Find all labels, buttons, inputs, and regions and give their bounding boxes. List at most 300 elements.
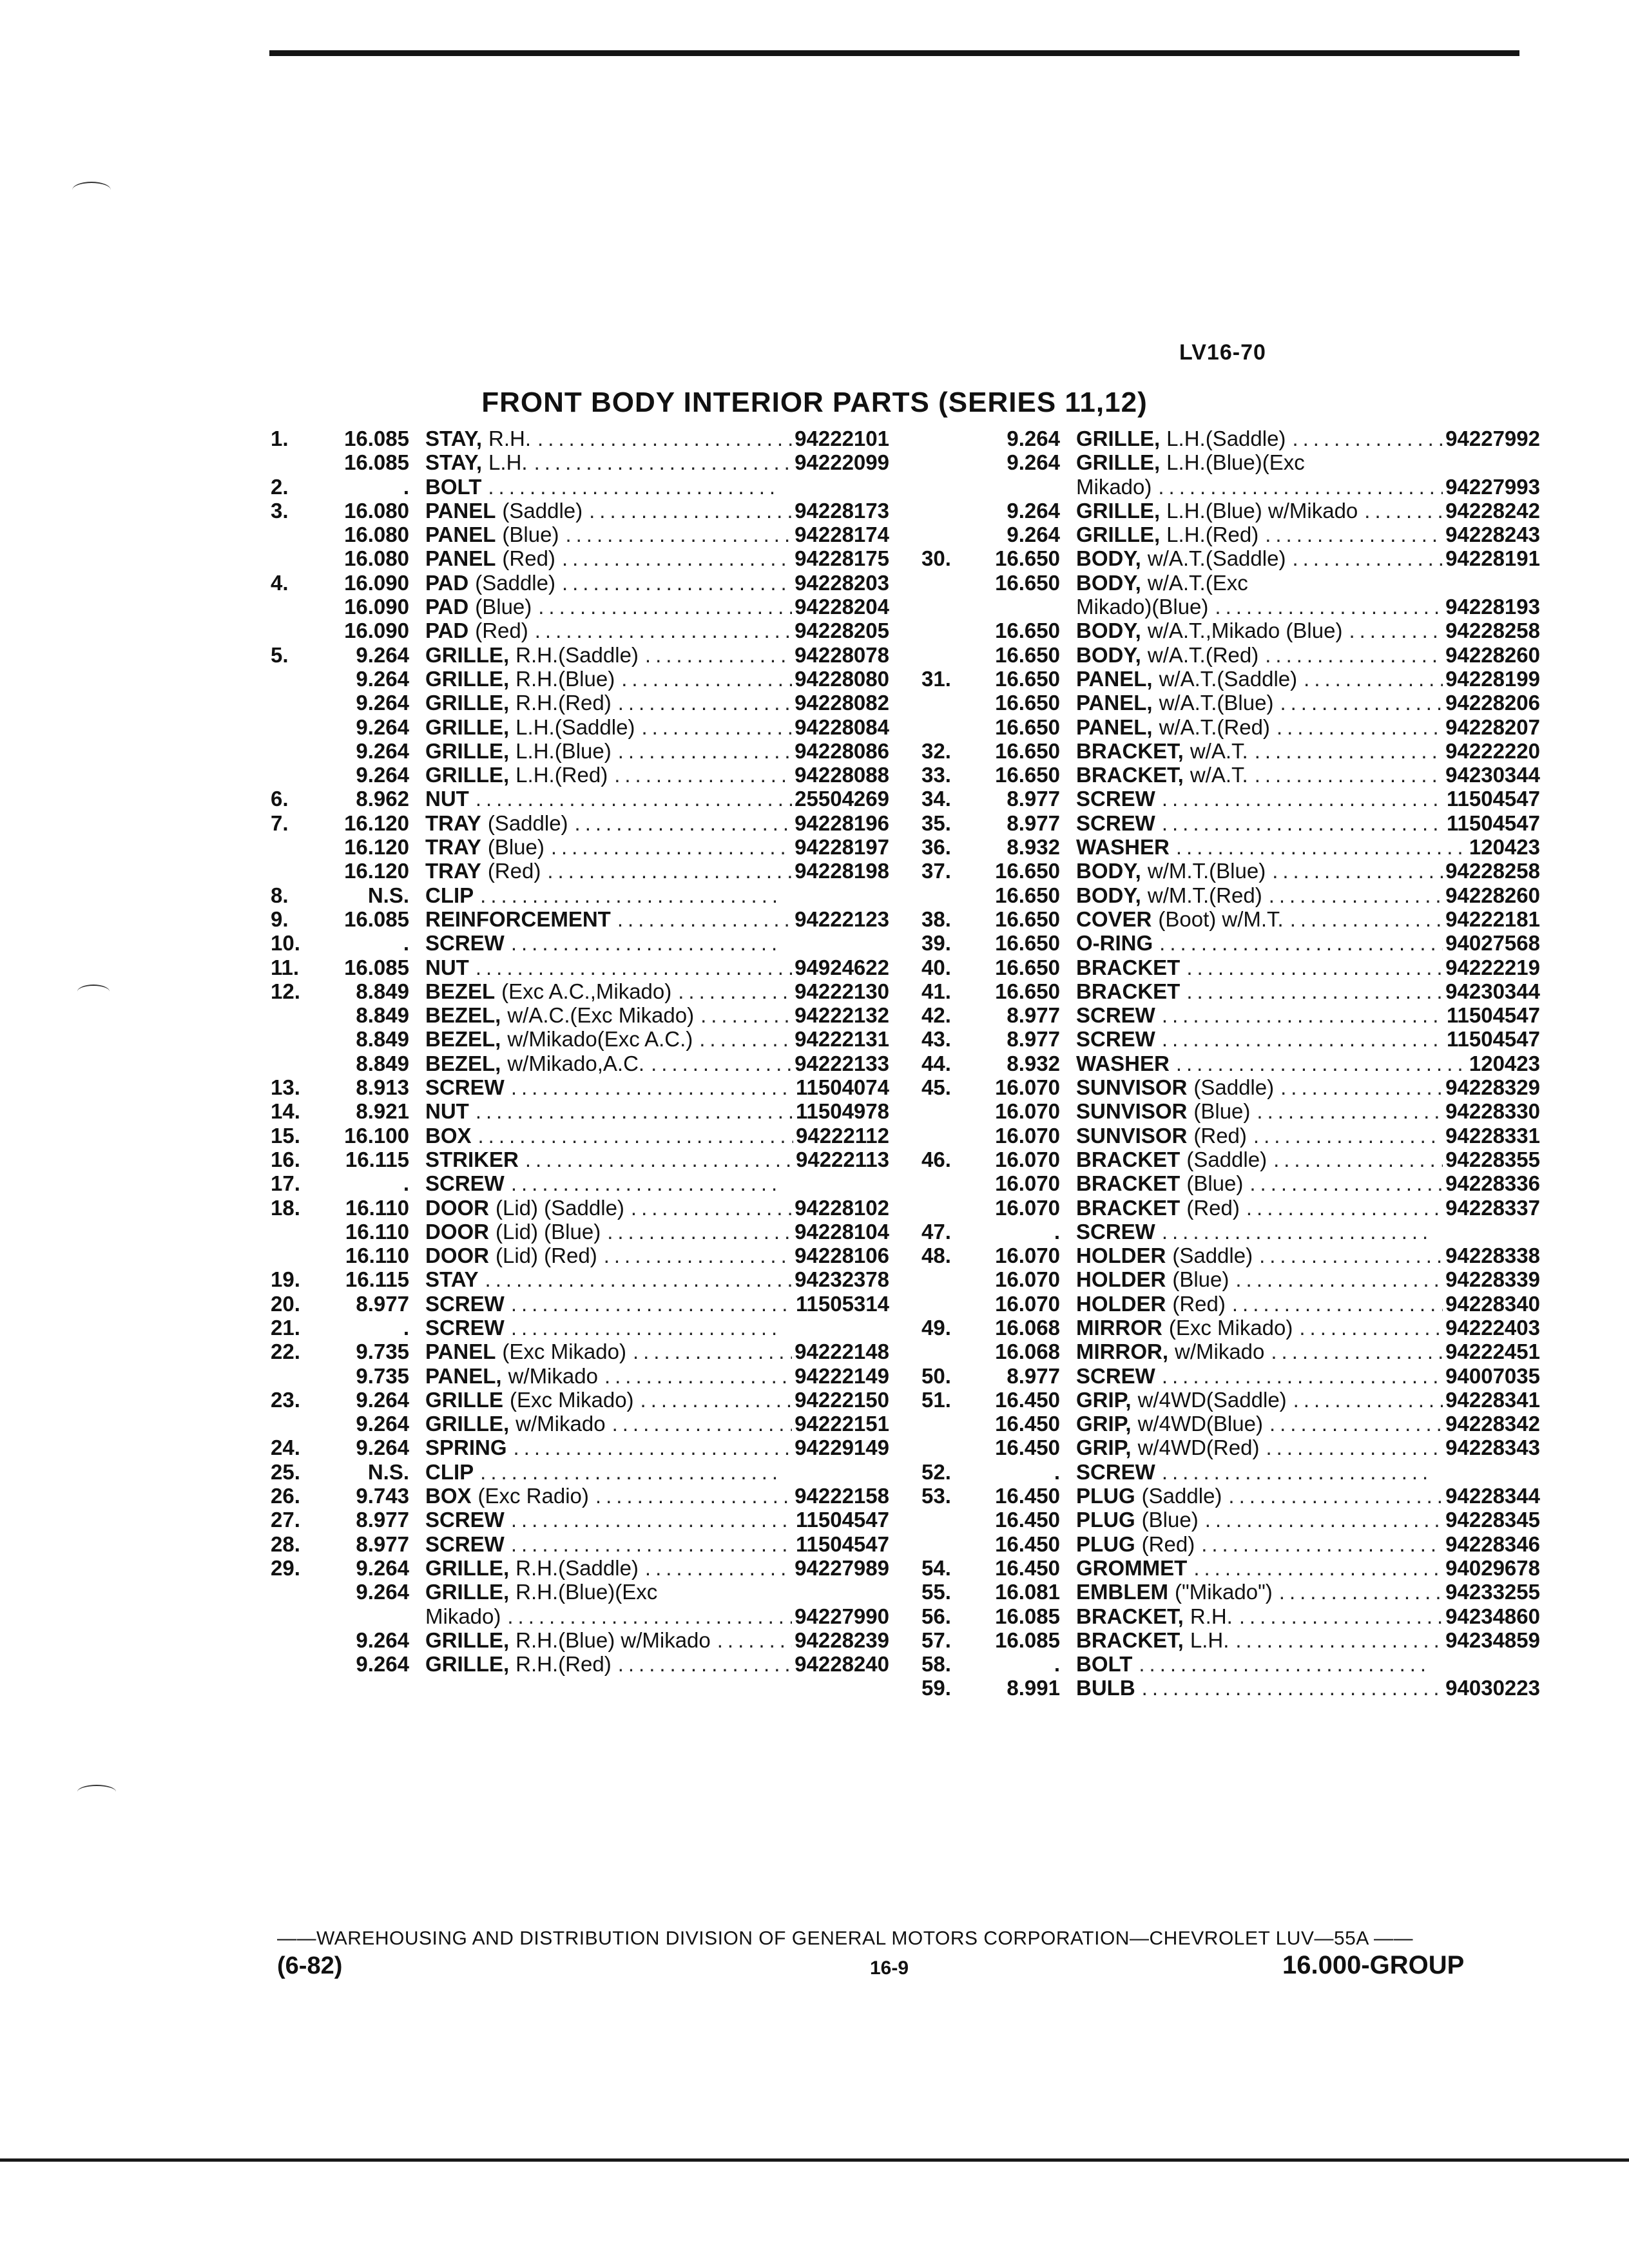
- part-name: PLUG: [1076, 1484, 1135, 1508]
- ref-number: 59.: [921, 1676, 951, 1700]
- part-row: [921, 1148, 1540, 1171]
- part-name: BRACKET,: [1076, 763, 1184, 787]
- part-description: [1076, 1220, 1540, 1244]
- part-number: 94222151: [795, 1412, 889, 1436]
- ref-number: 10.: [271, 931, 300, 956]
- dot-leader: [511, 1508, 793, 1532]
- part-qualifier: R.H.(Red): [516, 691, 612, 715]
- part-description: [425, 1460, 889, 1484]
- group-number: 9.264: [356, 691, 409, 715]
- dot-leader: [1159, 931, 1443, 955]
- part-name: BODY,: [1076, 642, 1141, 667]
- part-number: 94228197: [795, 835, 889, 860]
- part-description: [1076, 1484, 1540, 1508]
- part-description: [1076, 811, 1540, 835]
- part-number: 94222220: [1445, 738, 1540, 763]
- group-number: 16.100: [344, 1123, 409, 1148]
- ref-number: 37.: [921, 859, 951, 883]
- part-description: [425, 523, 889, 546]
- part-number: 94228198: [795, 859, 889, 883]
- part-description: [1076, 1364, 1540, 1388]
- part-name: HOLDER: [1076, 1244, 1166, 1268]
- part-number: 94228239: [795, 1628, 889, 1652]
- part-number: 94228199: [1445, 666, 1540, 691]
- part-name: DOOR: [425, 1195, 489, 1220]
- part-name: BOLT: [1076, 1652, 1133, 1677]
- part-description: [425, 1003, 889, 1027]
- part-name: REINFORCEMENT: [425, 907, 611, 931]
- part-name: BODY,: [1076, 570, 1141, 595]
- group-number: 16.090: [344, 595, 409, 619]
- part-description: [1076, 835, 1540, 859]
- ref-number: 45.: [921, 1075, 951, 1100]
- part-name: SCREW: [425, 1075, 505, 1100]
- part-row: [921, 1244, 1540, 1267]
- part-row: [921, 1364, 1540, 1388]
- dot-leader: [511, 1292, 793, 1316]
- ref-number: 32.: [921, 738, 951, 763]
- group-number: 9.264: [356, 715, 409, 739]
- part-name: BRACKET,: [1076, 1628, 1184, 1652]
- dot-leader: [1193, 1556, 1443, 1580]
- part-row: [271, 1340, 889, 1363]
- dot-leader: [1246, 1196, 1443, 1220]
- group-number: 8.932: [1007, 835, 1060, 860]
- part-row: [921, 475, 1540, 499]
- part-description: [1076, 883, 1540, 907]
- part-name: BOX: [425, 1123, 472, 1148]
- part-description: [1076, 763, 1540, 787]
- part-row: [921, 667, 1540, 691]
- part-name: PANEL: [425, 1340, 496, 1364]
- group-number: 8.913: [356, 1075, 409, 1100]
- ref-number: 14.: [271, 1099, 300, 1124]
- part-qualifier: L.H.: [488, 450, 528, 475]
- part-row: [271, 1388, 889, 1412]
- part-row: [921, 1508, 1540, 1532]
- part-description: [1076, 1580, 1540, 1604]
- part-name: STAY,: [425, 427, 483, 450]
- group-number: 16.120: [344, 811, 409, 835]
- part-qualifier: w/M.T.(Blue): [1147, 859, 1266, 883]
- part-number: 11504978: [795, 1099, 889, 1124]
- group-number: 8.849: [356, 1051, 409, 1075]
- dot-leader: [507, 1604, 792, 1628]
- ref-number: 19.: [271, 1267, 300, 1292]
- ref-number: 56.: [921, 1604, 951, 1628]
- part-description: [425, 1171, 889, 1195]
- part-row: [271, 427, 889, 450]
- part-name: GRILLE,: [425, 1652, 510, 1677]
- dot-leader: [1293, 1388, 1443, 1412]
- group-number: .: [1054, 1459, 1060, 1484]
- part-name: BEZEL,: [425, 1003, 501, 1028]
- group-number: 16.650: [995, 979, 1060, 1003]
- part-row: [271, 643, 889, 667]
- part-description: [1076, 1171, 1540, 1195]
- ref-number: 9.: [271, 907, 289, 931]
- part-number: 94227990: [795, 1604, 889, 1628]
- group-number: 16.650: [995, 570, 1060, 595]
- group-number: .: [403, 1171, 409, 1196]
- part-name: GRILLE,: [1076, 450, 1161, 475]
- part-row: [271, 595, 889, 619]
- dot-leader: [476, 1099, 793, 1123]
- ref-number: 20.: [271, 1291, 300, 1316]
- part-qualifier: w/M.T.(Red): [1147, 883, 1262, 907]
- dot-leader: [641, 715, 792, 739]
- ref-number: 26.: [271, 1484, 300, 1508]
- part-description: [1076, 1003, 1540, 1027]
- part-row: [271, 1099, 889, 1123]
- group-number: 16.070: [995, 1171, 1060, 1196]
- part-number: 94228339: [1445, 1267, 1540, 1292]
- part-row: [271, 1412, 889, 1436]
- part-description: [425, 499, 889, 523]
- group-number: 16.085: [344, 427, 409, 450]
- ref-number: 21.: [271, 1315, 300, 1340]
- part-row: [921, 883, 1540, 907]
- part-row: [271, 956, 889, 979]
- part-number: 94222133: [795, 1051, 889, 1075]
- part-description: [425, 1244, 889, 1267]
- part-number: 94228104: [795, 1219, 889, 1244]
- part-qualifier: w/4WD(Saddle): [1137, 1387, 1287, 1412]
- dot-leader: [618, 1652, 792, 1676]
- dot-leader: [1176, 835, 1467, 859]
- part-qualifier: Mikado)(Blue): [1076, 595, 1209, 619]
- part-name: GRILLE,: [425, 1580, 510, 1604]
- group-number: 16.450: [995, 1508, 1060, 1532]
- part-number: 94227992: [1445, 427, 1540, 450]
- dot-leader: [645, 1556, 792, 1580]
- part-row: [271, 1604, 889, 1628]
- group-number: 8.977: [1007, 787, 1060, 811]
- part-name: PANEL,: [1076, 691, 1153, 715]
- part-description: [1076, 859, 1540, 883]
- part-name: PAD: [425, 619, 469, 643]
- part-row: [271, 1436, 889, 1459]
- part-name: GROMMET: [1076, 1555, 1188, 1580]
- part-row: [921, 739, 1540, 763]
- dot-leader: [614, 763, 792, 787]
- part-row: [921, 595, 1540, 619]
- part-number: 94222099: [795, 450, 889, 475]
- part-description: [1076, 1604, 1540, 1628]
- part-row: [271, 499, 889, 523]
- part-description: [1076, 1556, 1540, 1580]
- part-name: GRILLE,: [1076, 523, 1161, 547]
- part-name: SCREW: [1076, 811, 1155, 835]
- part-description: [1076, 1075, 1540, 1099]
- group-number: 16.070: [995, 1147, 1060, 1171]
- dot-leader: [1271, 1340, 1443, 1363]
- part-name: GRIP,: [1076, 1387, 1132, 1412]
- part-description: [1076, 1244, 1540, 1267]
- group-number: .: [403, 931, 409, 956]
- group-number: 16.070: [995, 1291, 1060, 1316]
- group-number: 16.650: [995, 859, 1060, 883]
- footer-date: (6-82): [277, 1952, 343, 1979]
- dot-leader: [1176, 1052, 1467, 1075]
- part-description: [1076, 643, 1540, 667]
- ref-number: 13.: [271, 1075, 300, 1100]
- part-number: 11505314: [795, 1291, 889, 1316]
- ref-number: 48.: [921, 1244, 951, 1268]
- part-row: [271, 1124, 889, 1148]
- part-row: [921, 1628, 1540, 1652]
- part-description: [1076, 1027, 1540, 1051]
- part-name: GRILLE,: [1076, 498, 1161, 523]
- ref-number: 4.: [271, 570, 289, 595]
- part-qualifier: (Blue): [1141, 1508, 1199, 1532]
- dot-leader: [1228, 1484, 1443, 1508]
- part-qualifier: L.H.(Red): [1166, 523, 1259, 547]
- part-number: 94228336: [1445, 1171, 1540, 1196]
- part-row: [271, 859, 889, 883]
- part-qualifier: w/A.C.(Exc Mikado): [507, 1003, 695, 1028]
- part-row: [271, 1508, 889, 1532]
- part-name: PANEL,: [1076, 666, 1153, 691]
- part-description: [425, 1052, 889, 1075]
- part-qualifier: (Red): [1172, 1291, 1226, 1316]
- group-number: 9.264: [356, 1436, 409, 1460]
- part-name: SUNVISOR: [1076, 1123, 1188, 1148]
- part-description: [425, 1436, 889, 1459]
- dot-leader: [612, 1412, 793, 1436]
- part-row: [271, 931, 889, 955]
- dot-leader: [699, 1027, 792, 1051]
- part-name: EMBLEM: [1076, 1580, 1168, 1604]
- part-qualifier: (Saddle): [1193, 1075, 1275, 1100]
- part-name: BRACKET: [1076, 955, 1181, 979]
- part-name: BRACKET: [1076, 979, 1181, 1003]
- part-number: 94228355: [1445, 1147, 1540, 1171]
- parts-list-right-column: [921, 427, 1540, 1700]
- part-qualifier: (Red): [1186, 1195, 1240, 1220]
- part-description: [425, 1196, 889, 1220]
- part-name: BEZEL: [425, 979, 496, 1003]
- part-name: CLIP: [425, 883, 474, 907]
- part-name: SCREW: [1076, 1027, 1155, 1052]
- dot-leader: [534, 450, 793, 474]
- part-row: [921, 1388, 1540, 1412]
- part-name: SCREW: [1076, 1459, 1155, 1484]
- dot-leader: [1205, 1508, 1443, 1532]
- part-row: [271, 811, 889, 835]
- part-number: 94222149: [795, 1363, 889, 1388]
- part-name: SPRING: [425, 1436, 507, 1460]
- dot-leader: [1292, 427, 1443, 450]
- part-name: WASHER: [1076, 1051, 1170, 1075]
- part-row: [271, 763, 889, 787]
- part-name: SCREW: [425, 1532, 505, 1556]
- part-row: [271, 523, 889, 546]
- part-qualifier: Mikado): [425, 1604, 501, 1628]
- ref-number: 18.: [271, 1195, 300, 1220]
- part-row: [921, 1171, 1540, 1195]
- part-number: 94228330: [1445, 1099, 1540, 1124]
- ref-number: 38.: [921, 907, 951, 931]
- part-row: [921, 1436, 1540, 1459]
- dot-leader: [511, 1532, 793, 1556]
- part-name: MIRROR: [1076, 1315, 1162, 1340]
- dot-leader: [478, 1124, 793, 1148]
- ref-number: 1.: [271, 427, 289, 450]
- ref-number: 2.: [271, 474, 289, 499]
- part-number: 94228082: [795, 691, 889, 715]
- group-number: 16.115: [345, 1267, 409, 1292]
- part-name: PANEL,: [425, 1363, 502, 1388]
- dot-leader: [1349, 619, 1443, 642]
- part-row: [271, 1292, 889, 1316]
- part-row: [271, 979, 889, 1003]
- part-row: [921, 1003, 1540, 1027]
- dot-leader: [1290, 907, 1443, 931]
- part-row: [921, 571, 1540, 595]
- ref-number: 52.: [921, 1459, 951, 1484]
- part-description: [425, 1580, 889, 1604]
- part-row: [271, 1171, 889, 1195]
- part-number: 11504547: [795, 1508, 889, 1532]
- part-row: [271, 691, 889, 715]
- part-row: [271, 1220, 889, 1244]
- part-qualifier: (Saddle): [1186, 1147, 1268, 1171]
- group-number: 8.991: [1007, 1676, 1060, 1700]
- part-number: 94234859: [1445, 1628, 1540, 1652]
- ref-number: 33.: [921, 763, 951, 787]
- part-name: PANEL,: [1076, 715, 1153, 739]
- part-qualifier: w/A.T.(Saddle): [1159, 666, 1298, 691]
- group-number: 16.650: [995, 619, 1060, 643]
- part-qualifier: (Exc Radio): [477, 1484, 589, 1508]
- part-qualifier: (Exc A.C.,Mikado): [501, 979, 672, 1003]
- part-qualifier: (Blue): [487, 835, 545, 860]
- part-row: [921, 1484, 1540, 1508]
- dot-leader: [562, 571, 792, 595]
- part-number: 94227993: [1445, 474, 1540, 499]
- part-qualifier: w/Mikado,A.C.: [507, 1051, 645, 1075]
- part-name: STRIKER: [425, 1147, 519, 1171]
- part-name: DOOR: [425, 1244, 489, 1268]
- part-number: 11504547: [1446, 1027, 1540, 1052]
- part-description: [1076, 1532, 1540, 1556]
- part-description: [425, 1628, 889, 1652]
- dot-leader: [511, 931, 780, 955]
- part-name: BRACKET: [1076, 1195, 1181, 1220]
- part-qualifier: w/Mikado(Exc A.C.): [507, 1027, 693, 1052]
- ref-number: 6.: [271, 787, 289, 811]
- part-qualifier: (Saddle): [475, 570, 555, 595]
- part-row: [921, 1604, 1540, 1628]
- part-description: [1076, 619, 1540, 642]
- part-description: [1076, 715, 1540, 739]
- part-name: HOLDER: [1076, 1267, 1166, 1292]
- part-number: 94228342: [1445, 1412, 1540, 1436]
- part-number: 94234860: [1445, 1604, 1540, 1628]
- part-qualifier: w/A.T.(Blue): [1159, 691, 1274, 715]
- dot-leader: [617, 907, 792, 931]
- part-description: [425, 956, 889, 979]
- dot-leader: [1255, 739, 1443, 763]
- part-qualifier: (Exc Mikado): [510, 1387, 634, 1412]
- group-number: 9.264: [356, 642, 409, 667]
- ref-number: 7.: [271, 811, 289, 835]
- part-qualifier: (Lid) (Saddle): [496, 1195, 624, 1220]
- dot-leader: [1201, 1532, 1443, 1556]
- part-number: 94924622: [795, 955, 889, 979]
- part-qualifier: L.H.: [1190, 1628, 1229, 1652]
- part-name: BRACKET,: [1076, 738, 1184, 763]
- dot-leader: [551, 835, 792, 859]
- group-number: 8.962: [356, 787, 409, 811]
- part-name: PAD: [425, 570, 469, 595]
- group-number: 16.070: [995, 1075, 1060, 1100]
- part-name: SCREW: [1076, 1003, 1155, 1028]
- part-description: [425, 1604, 889, 1628]
- part-description: [425, 571, 889, 595]
- part-description: [425, 427, 889, 450]
- part-row: [921, 1460, 1540, 1484]
- part-description: [425, 546, 889, 570]
- part-name: SCREW: [425, 1315, 505, 1340]
- part-description: [425, 1148, 889, 1171]
- ref-number: 17.: [271, 1171, 300, 1196]
- dot-leader: [1279, 1580, 1443, 1604]
- group-number: 16.080: [344, 498, 409, 523]
- dot-leader: [485, 1267, 793, 1291]
- part-name: PAD: [425, 595, 469, 619]
- group-number: 16.085: [344, 955, 409, 979]
- part-description: [425, 1532, 889, 1556]
- part-description: [425, 1075, 889, 1099]
- part-row: [921, 1412, 1540, 1436]
- part-description: [1076, 1412, 1540, 1436]
- dot-leader: [511, 1171, 780, 1195]
- dot-leader: [678, 979, 792, 1003]
- part-name: PANEL: [425, 523, 496, 547]
- part-name: HOLDER: [1076, 1291, 1166, 1316]
- group-number: 16.450: [995, 1412, 1060, 1436]
- part-qualifier: w/A.T.(Exc: [1147, 570, 1248, 595]
- dot-leader: [1265, 523, 1443, 546]
- part-number: 94222158: [795, 1484, 889, 1508]
- scan-mark: [77, 1785, 116, 1799]
- ref-number: 3.: [271, 498, 289, 523]
- part-description: [1076, 499, 1540, 523]
- part-number: 94228260: [1445, 883, 1540, 907]
- part-qualifier: Mikado): [1076, 474, 1152, 499]
- part-row: [921, 811, 1540, 835]
- dot-leader: [1186, 979, 1443, 1003]
- part-row: [921, 956, 1540, 979]
- dot-leader: [525, 1148, 793, 1171]
- part-row: [271, 907, 889, 931]
- ref-number: 40.: [921, 955, 951, 979]
- parts-list-left-column: [271, 427, 889, 1676]
- part-description: [425, 691, 889, 715]
- dot-leader: [1249, 1171, 1443, 1195]
- ref-number: 55.: [921, 1580, 951, 1604]
- dot-leader: [1364, 499, 1443, 523]
- part-description: [1076, 931, 1540, 955]
- ref-number: 35.: [921, 811, 951, 835]
- part-row: [921, 835, 1540, 859]
- part-qualifier: (Blue): [1172, 1267, 1229, 1292]
- part-row: [921, 499, 1540, 523]
- part-name: GRILLE,: [425, 1412, 510, 1436]
- part-name: SCREW: [1076, 1219, 1155, 1244]
